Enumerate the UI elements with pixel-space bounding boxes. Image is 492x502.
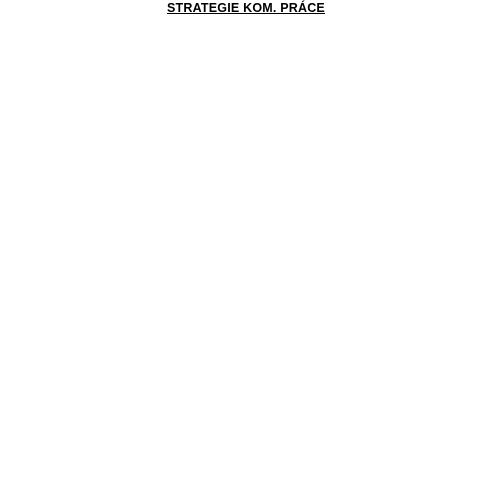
title-text: STRATEGIE KOM. PRÁCE	[167, 1, 325, 15]
document-title	[0, 0, 492, 16]
